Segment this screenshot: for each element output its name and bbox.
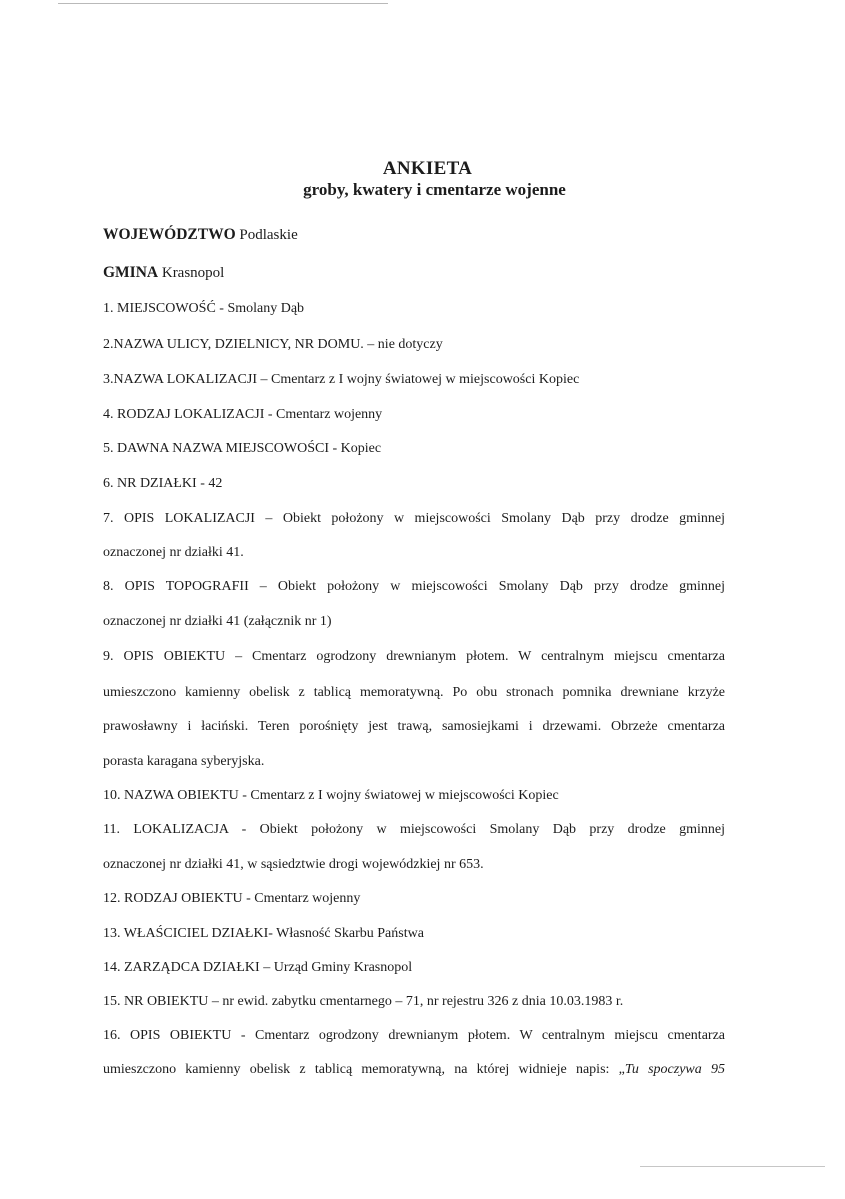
document-title: ANKIETA bbox=[382, 158, 473, 179]
voivodeship-value: Podlaskie bbox=[239, 227, 298, 243]
item-10-object-name: 10. NAZWA OBIEKTU - Cmentarz z I wojny światowej w miejscowości Kopiec bbox=[103, 788, 559, 803]
item-16-line2-text: umieszczono kamienny obelisk z tablicą memoratywną, na której widnieje napis: „ bbox=[103, 1062, 625, 1077]
item-11-localization-line1: 11. LOKALIZACJA - Obiekt położony w miejscowości Smolany Dąb przy drodze gminnej bbox=[103, 822, 725, 837]
commune-value: Krasnopol bbox=[161, 265, 225, 281]
item-1-locality: 1. MIEJSCOWOŚĆ - Smolany Dąb bbox=[103, 301, 305, 316]
document-subtitle: groby, kwatery i cmentarze wojenne bbox=[303, 180, 566, 199]
commune-line bbox=[103, 264, 224, 282]
item-2-street: 2.NAZWA ULICY, DZIELNICY, NR DOMU. – nie dotyczy bbox=[103, 337, 443, 352]
scan-edge-line-bottom bbox=[640, 1166, 825, 1167]
item-8-topography-line1: 8. OPIS TOPOGRAFII – Obiekt położony w miejscowości Smolany Dąb przy drodze gminnej bbox=[103, 579, 725, 594]
item-5-former-name: 5. DAWNA NAZWA MIEJSCOWOŚCI - Kopiec bbox=[103, 441, 382, 456]
item-15-object-number: 15. NR OBIEKTU – nr ewid. zabytku cmentarnego – 71, nr rejestru 326 z dnia 10.03.1983 r. bbox=[103, 994, 624, 1009]
item-9-object-desc-line4: porasta karagana syberyjska. bbox=[103, 754, 265, 769]
item-7-location-desc-line2: oznaczonej nr działki 41. bbox=[103, 545, 244, 560]
item-4-location-type: 4. RODZAJ LOKALIZACJI - Cmentarz wojenny bbox=[103, 407, 383, 422]
commune-label: GMINA bbox=[103, 264, 159, 281]
item-7-location-desc-line1: 7. OPIS LOKALIZACJI – Obiekt położony w miejscowości Smolany Dąb przy drodze gminnej bbox=[103, 511, 725, 526]
item-11-localization-line2: oznaczonej nr działki 41, w sąsiedztwie drogi wojewódzkiej nr 653. bbox=[103, 857, 484, 872]
item-16-object-desc-line1: 16. OPIS OBIEKTU - Cmentarz ogrodzony drewnianym płotem. W centralnym miejscu cmentarza bbox=[103, 1028, 725, 1043]
item-3-location-name: 3.NAZWA LOKALIZACJI – Cmentarz z I wojny światowej w miejscowości Kopiec bbox=[103, 372, 580, 387]
item-8-topography-line2: oznaczonej nr działki 41 (załącznik nr 1) bbox=[103, 614, 332, 629]
item-6-plot-number: 6. NR DZIAŁKI - 42 bbox=[103, 476, 223, 491]
scan-edge-line-top bbox=[58, 3, 388, 4]
item-12-object-type: 12. RODZAJ OBIEKTU - Cmentarz wojenny bbox=[103, 891, 361, 906]
item-9-object-desc-line3: prawosławny i łaciński. Teren porośnięty jest trawą, samosiejkami i drzewami. Obrzeże cmentarza bbox=[103, 719, 725, 734]
voivodeship-line bbox=[103, 226, 298, 244]
item-9-object-desc-line1: 9. OPIS OBIEKTU – Cmentarz ogrodzony drewnianym płotem. W centralnym miejscu cmentarza bbox=[103, 649, 725, 664]
voivodeship-label: WOJEWÓDZTWO bbox=[103, 226, 236, 243]
item-14-plot-manager: 14. ZARZĄDCA DZIAŁKI – Urząd Gminy Krasnopol bbox=[103, 960, 413, 975]
item-16-line2-inscription: Tu spoczywa 95 bbox=[624, 1062, 725, 1077]
item-16-object-desc-line2 bbox=[103, 1062, 725, 1078]
item-13-plot-owner: 13. WŁAŚCICIEL DZIAŁKI- Własność Skarbu Państwa bbox=[103, 926, 424, 941]
item-9-object-desc-line2: umieszczono kamienny obelisk z tablicą memoratywną. Po obu stronach pomnika drewniane krzyże bbox=[103, 685, 725, 700]
